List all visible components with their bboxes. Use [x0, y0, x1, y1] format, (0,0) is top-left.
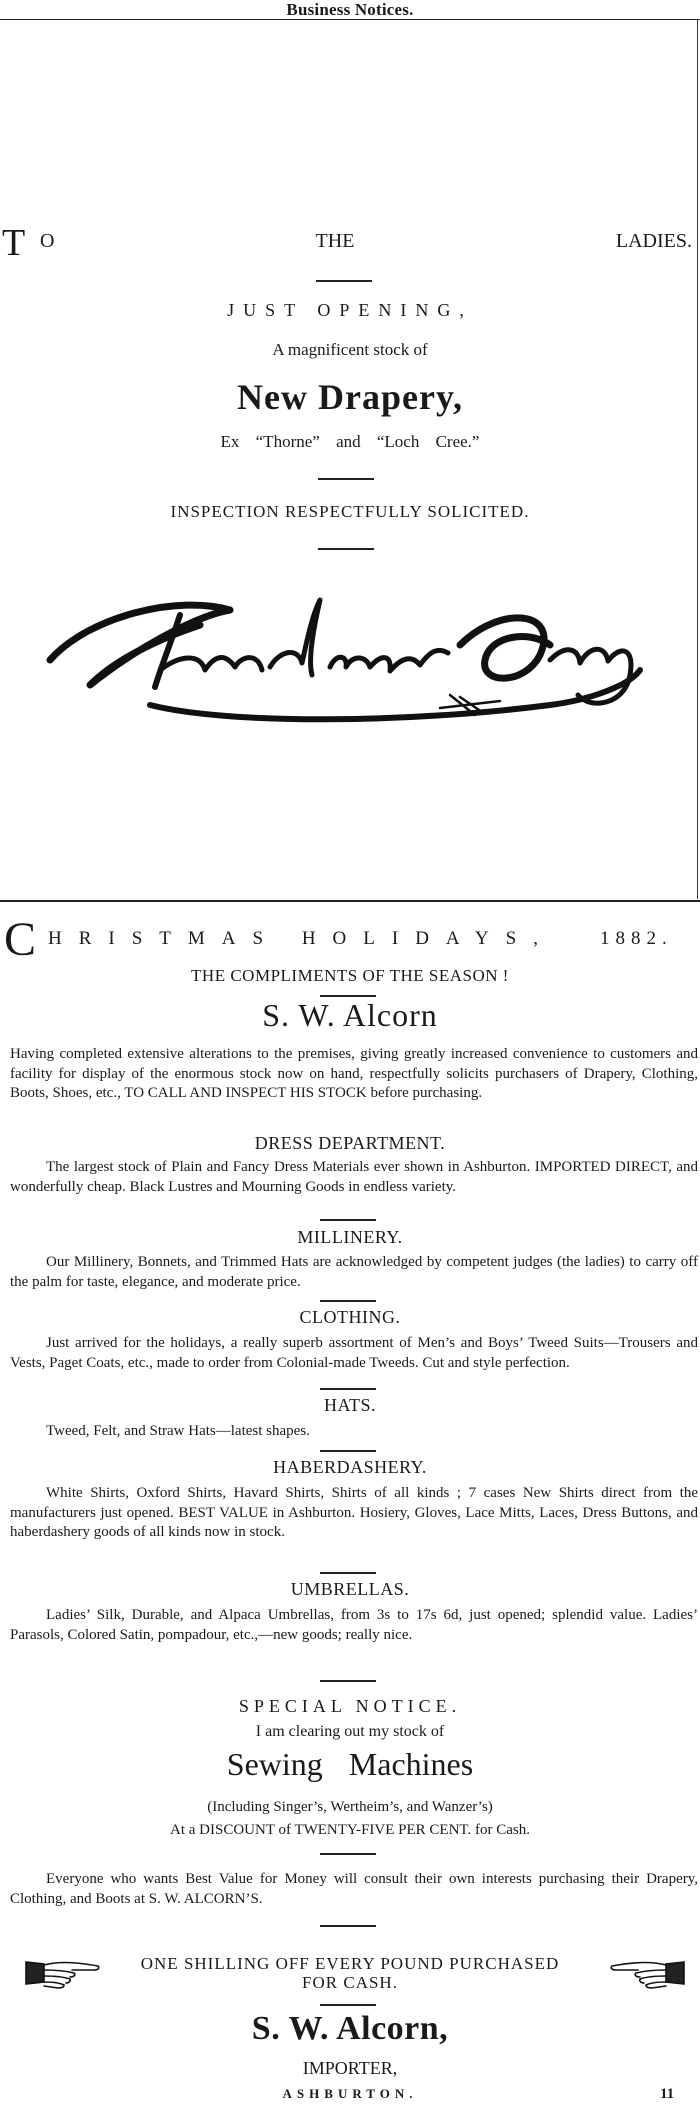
ad2-compliments: THE COMPLIMENTS OF THE SEASON ! — [191, 966, 509, 985]
ad2-name: S. W. Alcorn — [262, 997, 438, 1033]
ad-separator — [0, 900, 700, 902]
ad2-divider-sign — [320, 2004, 376, 2006]
ad1-divider-3 — [318, 548, 374, 550]
section-divider — [320, 1219, 376, 1221]
section-heading: MILLINERY. — [297, 1227, 403, 1247]
ad1-dropcap: T — [2, 222, 26, 264]
ad1-divider-1 — [316, 280, 372, 282]
ad2-importer: IMPORTER, — [302, 2058, 398, 2078]
ad2-year: 1882. — [600, 928, 673, 949]
ad2-title-line — [0, 912, 700, 966]
ad2-title: HRISTMAS HOLIDAYS, — [48, 928, 555, 949]
section-heading: HATS. — [323, 1395, 376, 1415]
running-header — [0, 0, 700, 20]
ad1-title: O THE LADIES. — [40, 230, 692, 252]
section-text: Tweed, Felt, and Straw Hats—latest shapes. — [46, 1423, 310, 1439]
ad1-subtitle: A magnificent stock of — [272, 340, 428, 359]
header-title: Business Notices. — [286, 0, 414, 19]
page-number: 11 — [660, 2086, 675, 2102]
including-line: (Including Singer’s, Wertheim’s, and Wanzer’s) — [207, 1799, 493, 1815]
section-heading: DRESS DEPARTMENT. — [254, 1133, 446, 1153]
ad1-title-line — [0, 222, 700, 262]
ad2-town: ASHBURTON. — [282, 2086, 418, 2101]
section-text: The largest stock of Plain and Fancy Dress Materials ever shown in Ashburton. IMPORTED DIRECT, and wonderfully cheap. Black Lustres and Mourning Goods in endless variety. — [10, 1159, 698, 1195]
section-divider — [320, 1300, 376, 1302]
section-heading: HABERDASHERY. — [273, 1457, 427, 1477]
ad2-dropcap: C — [4, 913, 37, 966]
discount-line: At a DISCOUNT of TWENTY-FIVE PER CENT. for Cash. — [170, 1822, 530, 1838]
section-heading: UMBRELLAS. — [290, 1579, 410, 1599]
header-rule — [0, 19, 700, 20]
column-rule — [697, 19, 698, 899]
ad2-intro: Having completed extensive alterations to the premises, giving greatly increased convenience to customers and facility for display of the enormous stock now on hand, respectfully solicits purchasers of Drapery, Clothing, Boots, Shoes, etc., TO CALL AND INSPECT HIS STOCK before purchasing. — [10, 1046, 698, 1101]
shilling-line-1: ONE SHILLING OFF EVERY POUND PURCHASED — [140, 1954, 560, 1973]
clearing-line: I am clearing out my stock of — [255, 1723, 445, 1740]
ad2-signoff-name: S. W. Alcorn, — [251, 2010, 449, 2047]
ad1-just-opening: JUST OPENING, — [227, 300, 473, 320]
section-text: Ladies’ Silk, Durable, and Alpaca Umbrellas, from 3s to 17s 6d, just opened; splendid value. Ladies’ Parasols, Colored Satin, pompadour, etc.,—new goods; really nice. — [10, 1607, 698, 1643]
andrew-orr-signature — [30, 575, 670, 725]
ad2-divider-shilling — [320, 1925, 376, 1927]
ad1-divider-2 — [318, 478, 374, 480]
section-divider — [320, 1572, 376, 1574]
ad2-divider-everyone — [320, 1853, 376, 1855]
ad1-inspection: INSPECTION RESPECTFULLY SOLICITED. — [170, 502, 530, 521]
shilling-line-2: FOR CASH. — [302, 1973, 398, 1992]
section-divider — [320, 1450, 376, 1452]
section-divider — [320, 1388, 376, 1390]
sewing-machines: Sewing Machines — [226, 1746, 474, 1782]
ad2-divider-special — [320, 1680, 376, 1682]
section-heading: CLOTHING. — [299, 1307, 401, 1327]
section-text: Just arrived for the holidays, a really superb assortment of Men’s and Boys’ Tweed Suits—Trousers and Vests, Paget Coats, etc., made to order from Colonial-made Tweeds. Cut and style perfection. — [10, 1335, 698, 1371]
section-text: Our Millinery, Bonnets, and Trimmed Hats are acknowledged by competent judges (the ladies) to carry off the palm for taste, elegance, and moderate price. — [10, 1254, 698, 1290]
section-text: White Shirts, Oxford Shirts, Havard Shirts, Shirts of all kinds ; 7 cases New Shirts direct from the manufacturers just opened. BEST VALUE in Ashburton. Hosiery, Gloves, Lace Mitts, Laces, Dress Buttons, and haberdashery goods of all kinds now in stock. — [10, 1485, 698, 1540]
special-notice: SPECIAL NOTICE. — [238, 1696, 462, 1716]
ad1-ships: Ex “Thorne” and “Loch Cree.” — [220, 432, 480, 451]
ad1-main-heading: New Drapery, — [237, 377, 463, 417]
everyone-text: Everyone who wants Best Value for Money will consult their own interests purchasing their Drapery, Clothing, and Boots at S. W. ALCORN’S. — [10, 1871, 698, 1907]
